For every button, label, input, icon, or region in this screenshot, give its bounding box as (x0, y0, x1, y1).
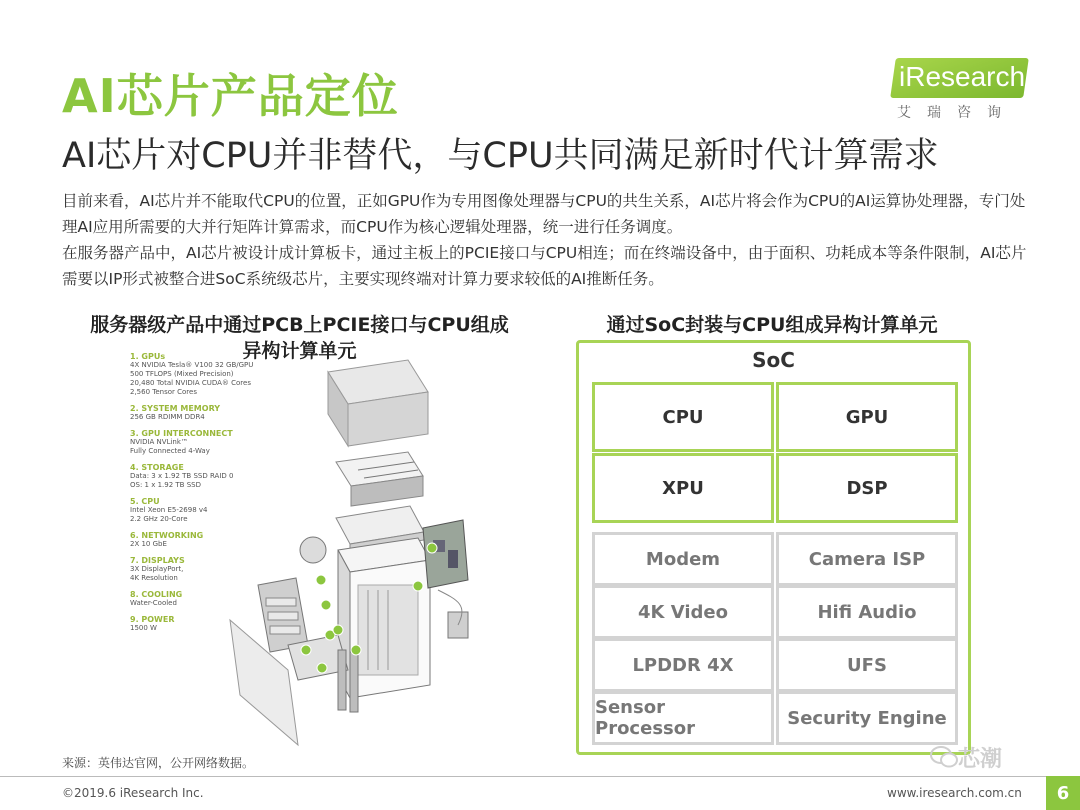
spec-line: Data: 3 x 1.92 TB SSD RAID 0 (130, 472, 234, 480)
spec-line: 4K Resolution (130, 574, 178, 582)
paragraph-2: 在服务器产品中，AI芯片被设计成计算板卡，通过主板上的PCIE接口与CPU相连；而在终端设备中，由于面积、功耗成本等条件限制，AI芯片需要以IP形式被整合进SoC系统级芯片，主要实现终端对计算力要求较低的AI推断任务。 (62, 244, 1027, 288)
soc-block-lpddr: LPDDR 4X (592, 638, 774, 692)
soc-block-hifi-audio: Hifi Audio (776, 585, 958, 639)
soc-block-security-engine: Security Engine (776, 691, 958, 745)
server-exploded-illustration (218, 350, 518, 750)
spec-line: 4X NVIDIA Tesla® V100 32 GB/GPU (130, 361, 254, 369)
soc-block-gpu: GPU (776, 382, 958, 452)
spec-line: Intel Xeon E5-2698 v4 (130, 506, 208, 514)
spec-line: NVIDIA NVLink™ (130, 438, 188, 446)
soc-block-cpu: CPU (592, 382, 774, 452)
source-note: 来源：英伟达官网，公开网络数据。 (62, 756, 255, 770)
spec-line: 3X DisplayPort, (130, 565, 184, 573)
page-number: 6 (1046, 776, 1080, 810)
soc-block-grid (592, 382, 958, 747)
spec-heading: 9. POWER (130, 615, 175, 624)
soc-block-ufs: UFS (776, 638, 958, 692)
spec-line: 2X 10 GbE (130, 540, 167, 548)
soc-block-4k-video: 4K Video (592, 585, 774, 639)
spec-line: 256 GB RDIMM DDR4 (130, 413, 205, 421)
iresearch-logo (893, 58, 1028, 124)
spec-line: 2,560 Tensor Cores (130, 388, 197, 396)
spec-heading: 6. NETWORKING (130, 531, 204, 540)
watermark-text: 芯潮 (958, 747, 1003, 772)
spec-heading: 8. COOLING (130, 590, 183, 599)
soc-block-dsp: DSP (776, 453, 958, 523)
spec-heading: 2. SYSTEM MEMORY (130, 404, 221, 413)
page-title: AI芯片产品定位 (62, 69, 399, 123)
soc-block-modem: Modem (592, 532, 774, 586)
wechat-icon (930, 745, 958, 769)
spec-line: 2.2 GHz 20-Core (130, 515, 188, 523)
spec-line: Water-Cooled (130, 599, 177, 607)
soc-block-camera-isp: Camera ISP (776, 532, 958, 586)
left-caption-line-2: 异构计算单元 (242, 340, 357, 362)
spec-heading: 5. CPU (130, 497, 160, 506)
spec-line: Fully Connected 4-Way (130, 447, 210, 455)
spec-heading: 1. GPUs (130, 352, 166, 361)
spec-heading: 4. STORAGE (130, 463, 184, 472)
page-subtitle: AI芯片对CPU并非替代，与CPU共同满足新时代计算需求 (62, 136, 939, 176)
spec-line: OS: 1 x 1.92 TB SSD (130, 481, 201, 489)
soc-block-xpu: XPU (592, 453, 774, 523)
spec-heading: 7. DISPLAYS (130, 556, 185, 565)
soc-block-sensor-processor: Sensor Processor (592, 691, 774, 745)
logo-word: iResearch (899, 61, 1026, 92)
spec-line: 1500 W (130, 624, 157, 632)
spec-line: 20,480 Total NVIDIA CUDA® Cores (130, 379, 251, 387)
copyright-text: ©2019.6 iResearch Inc. (62, 786, 204, 800)
soc-label: SoC (752, 348, 795, 372)
spec-heading: 3. GPU INTERCONNECT (130, 429, 233, 438)
right-figure-caption: 通过SoC封装与CPU组成异构计算单元 (606, 314, 938, 336)
logo-chinese-name: 艾瑞咨询 (897, 105, 1017, 121)
footer-divider (0, 776, 1080, 777)
spec-line: 500 TFLOPS (Mixed Precision) (130, 370, 234, 378)
website-link[interactable]: www.iresearch.com.cn (887, 786, 1022, 800)
left-caption-line-1: 服务器级产品中通过PCB上PCIE接口与CPU组成 (90, 314, 509, 336)
paragraph-1: 目前来看，AI芯片并不能取代CPU的位置，正如GPU作为专用图像处理器与CPU的共生关系，AI芯片将会作为CPU的AI运算协处理器，专门处理AI应用所需要的大并行矩阵计算需求，而CPU作为核心逻辑处理器，统一进行任务调度。 (62, 192, 1026, 236)
